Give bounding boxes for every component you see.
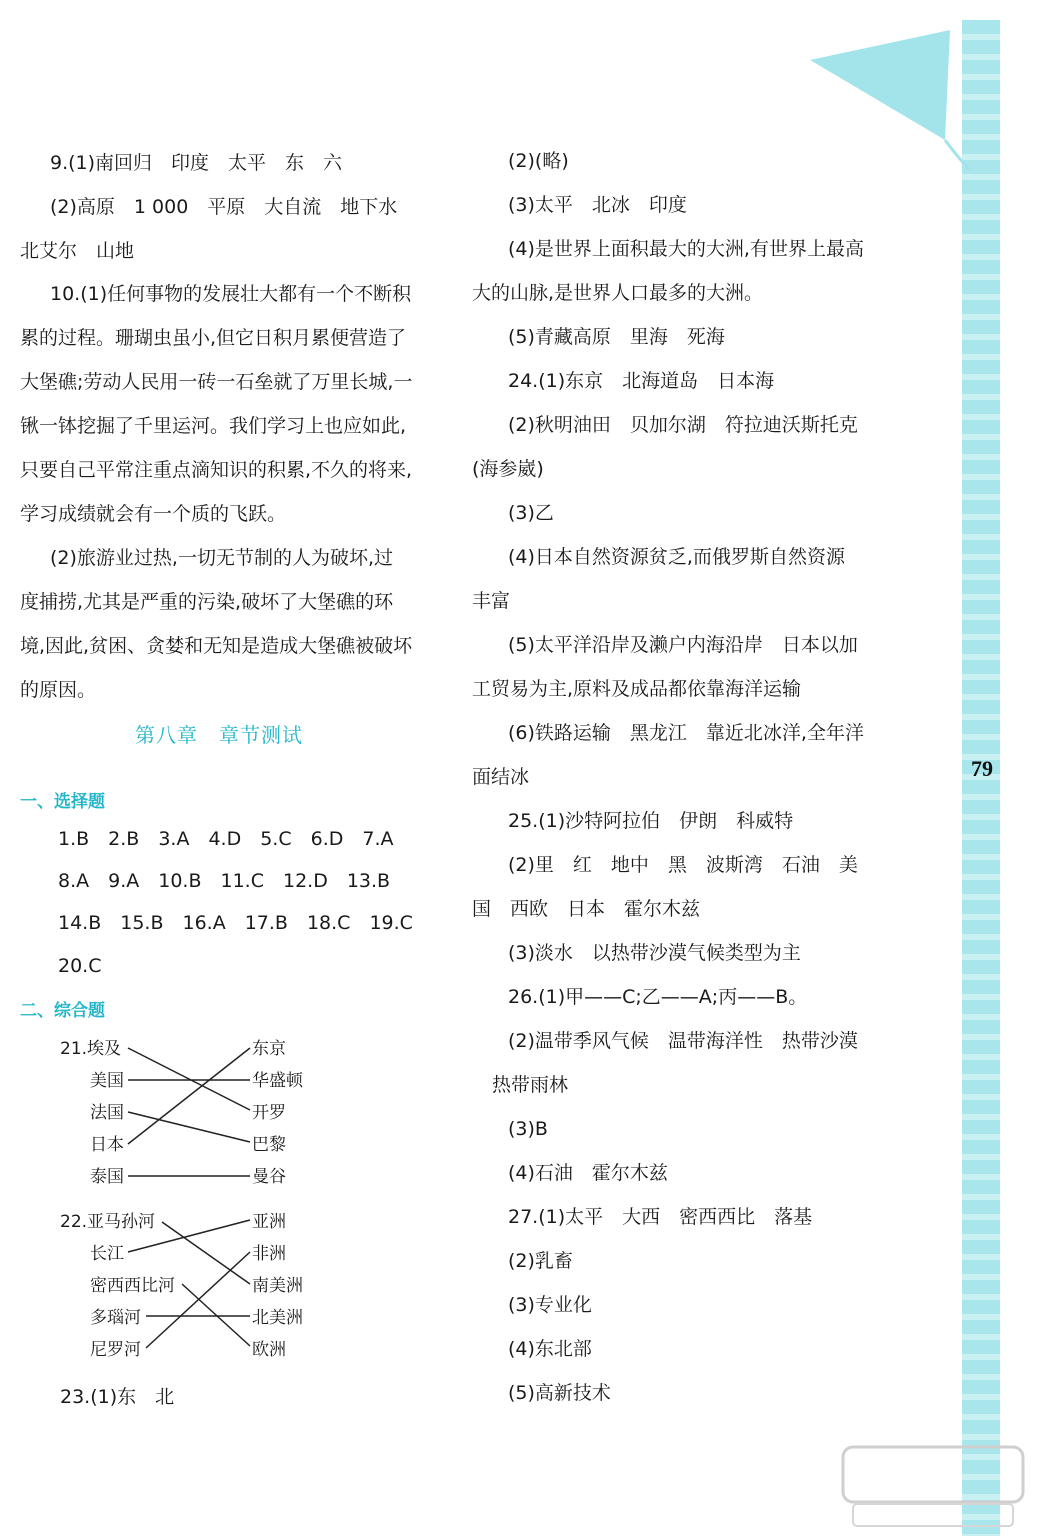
- choice-row-1: 1.B 2.B 3.A 4.D 5.C 6.D 7.A: [58, 828, 394, 850]
- q10-line-6: 学习成绩就会有一个质的飞跃。: [20, 503, 287, 525]
- right-line: (3)B: [508, 1118, 548, 1140]
- right-line: (3)太平 北冰 印度: [508, 194, 687, 216]
- right-line: (海参崴): [472, 458, 544, 480]
- right-line: (5)高新技术: [508, 1382, 611, 1404]
- right-line: (4)日本自然资源贫乏,而俄罗斯自然资源: [508, 546, 845, 568]
- q9-line-3: 北艾尔 山地: [20, 240, 135, 262]
- q10-line-3: 大堡礁;劳动人民用一砖一石垒就了万里长城,一: [20, 371, 413, 393]
- right-line: 丰富: [472, 590, 511, 612]
- q21-right-4: 巴黎: [252, 1135, 286, 1155]
- q9-line-1: 9.(1)南回归 印度 太平 东 六: [50, 152, 343, 174]
- page-number: 79: [971, 756, 993, 781]
- q9-line-2: (2)高原 1 000 平原 大自流 地下水: [50, 196, 398, 218]
- q22-left-4: 多瑙河: [90, 1308, 141, 1328]
- right-line: (5)青藏高原 里海 死海: [508, 326, 725, 348]
- choice-row-3: 14.B 15.B 16.A 17.B 18.C 19.C: [58, 912, 413, 934]
- right-line: (4)东北部: [508, 1338, 592, 1360]
- right-line: 25.(1)沙特阿拉伯 伊朗 科威特: [508, 810, 794, 832]
- q21-left-2: 美国: [90, 1071, 124, 1091]
- section-choice-title: 一、选择题: [20, 792, 105, 812]
- right-line: 24.(1)东京 北海道岛 日本海: [508, 370, 775, 392]
- right-line: 大的山脉,是世界人口最多的大洲。: [472, 282, 764, 304]
- q22-left-2: 长江: [90, 1244, 124, 1264]
- right-line: (2)里 红 地中 黑 波斯湾 石油 美: [508, 854, 858, 876]
- q21-right-1: 东京: [252, 1039, 286, 1059]
- q10-line-2: 累的过程。珊瑚虫虽小,但它日积月累便营造了: [20, 327, 407, 349]
- matching-lines: [0, 0, 420, 1420]
- choice-row-2: 8.A 9.A 10.B 11.C 12.D 13.B: [58, 870, 391, 892]
- q10-line-5: 只要自己平常注重点滴知识的积累,不久的将来,: [20, 459, 413, 481]
- right-line: (2)秋明油田 贝加尔湖 符拉迪沃斯托克: [508, 414, 858, 436]
- right-line: 27.(1)太平 大西 密西西比 落基: [508, 1206, 813, 1228]
- right-line: (6)铁路运输 黑龙江 靠近北冰洋,全年洋: [508, 722, 864, 744]
- q22-left-1: 22.亚马孙河: [60, 1212, 156, 1232]
- right-line: (2)乳畜: [508, 1250, 573, 1272]
- q10-line-7: (2)旅游业过热,一切无节制的人为破坏,过: [50, 547, 393, 569]
- chapter-title: 第八章 章节测试: [135, 723, 303, 747]
- q21-left-4: 日本: [90, 1135, 124, 1155]
- q22-right-5: 欧洲: [252, 1340, 286, 1360]
- q23-line-1: 23.(1)东 北: [60, 1386, 175, 1408]
- q10-line-4: 锹一钵挖掘了千里运河。我们学习上也应如此,: [20, 415, 407, 437]
- q22-right-2: 非洲: [252, 1244, 286, 1264]
- right-line: 26.(1)甲——C;乙——A;丙——B。: [508, 986, 808, 1008]
- q21-left-1: 21.埃及: [60, 1039, 122, 1059]
- right-line: (4)是世界上面积最大的大洲,有世界上最高: [508, 238, 864, 260]
- q22-right-1: 亚洲: [252, 1212, 286, 1232]
- kite-decoration: [800, 20, 980, 190]
- right-line: 热带雨林: [492, 1074, 569, 1096]
- q10-line-10: 的原因。: [20, 679, 97, 701]
- q21-left-3: 法国: [90, 1103, 124, 1123]
- right-line: (2)(略): [508, 150, 569, 172]
- q22-right-3: 南美洲: [252, 1276, 303, 1296]
- q21-right-2: 华盛顿: [252, 1071, 303, 1091]
- right-line: 面结冰: [472, 766, 530, 788]
- q10-line-1: 10.(1)任何事物的发展壮大都有一个不断积: [50, 283, 412, 305]
- q21-right-5: 曼谷: [252, 1167, 286, 1187]
- q22-left-5: 尼罗河: [90, 1340, 141, 1360]
- right-line: (4)石油 霍尔木兹: [508, 1162, 668, 1184]
- q22-right-4: 北美洲: [252, 1308, 303, 1328]
- q10-line-8: 度捕捞,尤其是严重的污染,破坏了大堡礁的环: [20, 591, 394, 613]
- watermark-logo: [838, 1442, 1028, 1532]
- right-line: (3)乙: [508, 502, 554, 524]
- right-line: (2)温带季风气候 温带海洋性 热带沙漠: [508, 1030, 858, 1052]
- right-line: (3)专业化: [508, 1294, 592, 1316]
- right-line: 工贸易为主,原料及成品都依靠海洋运输: [472, 678, 802, 700]
- right-line: (5)太平洋沿岸及濑户内海沿岸 日本以加: [508, 634, 858, 656]
- right-line: 国 西欧 日本 霍尔木兹: [472, 898, 701, 920]
- right-line: (3)淡水 以热带沙漠气候类型为主: [508, 942, 801, 964]
- q21-left-5: 泰国: [90, 1167, 124, 1187]
- q22-left-3: 密西西比河: [90, 1276, 175, 1296]
- section-synthesis-title: 二、综合题: [20, 1001, 105, 1021]
- q10-line-9: 境,因此,贫困、贪婪和无知是造成大堡礁被破坏: [20, 635, 413, 657]
- q21-right-3: 开罗: [252, 1103, 286, 1123]
- choice-row-4: 20.C: [58, 955, 102, 977]
